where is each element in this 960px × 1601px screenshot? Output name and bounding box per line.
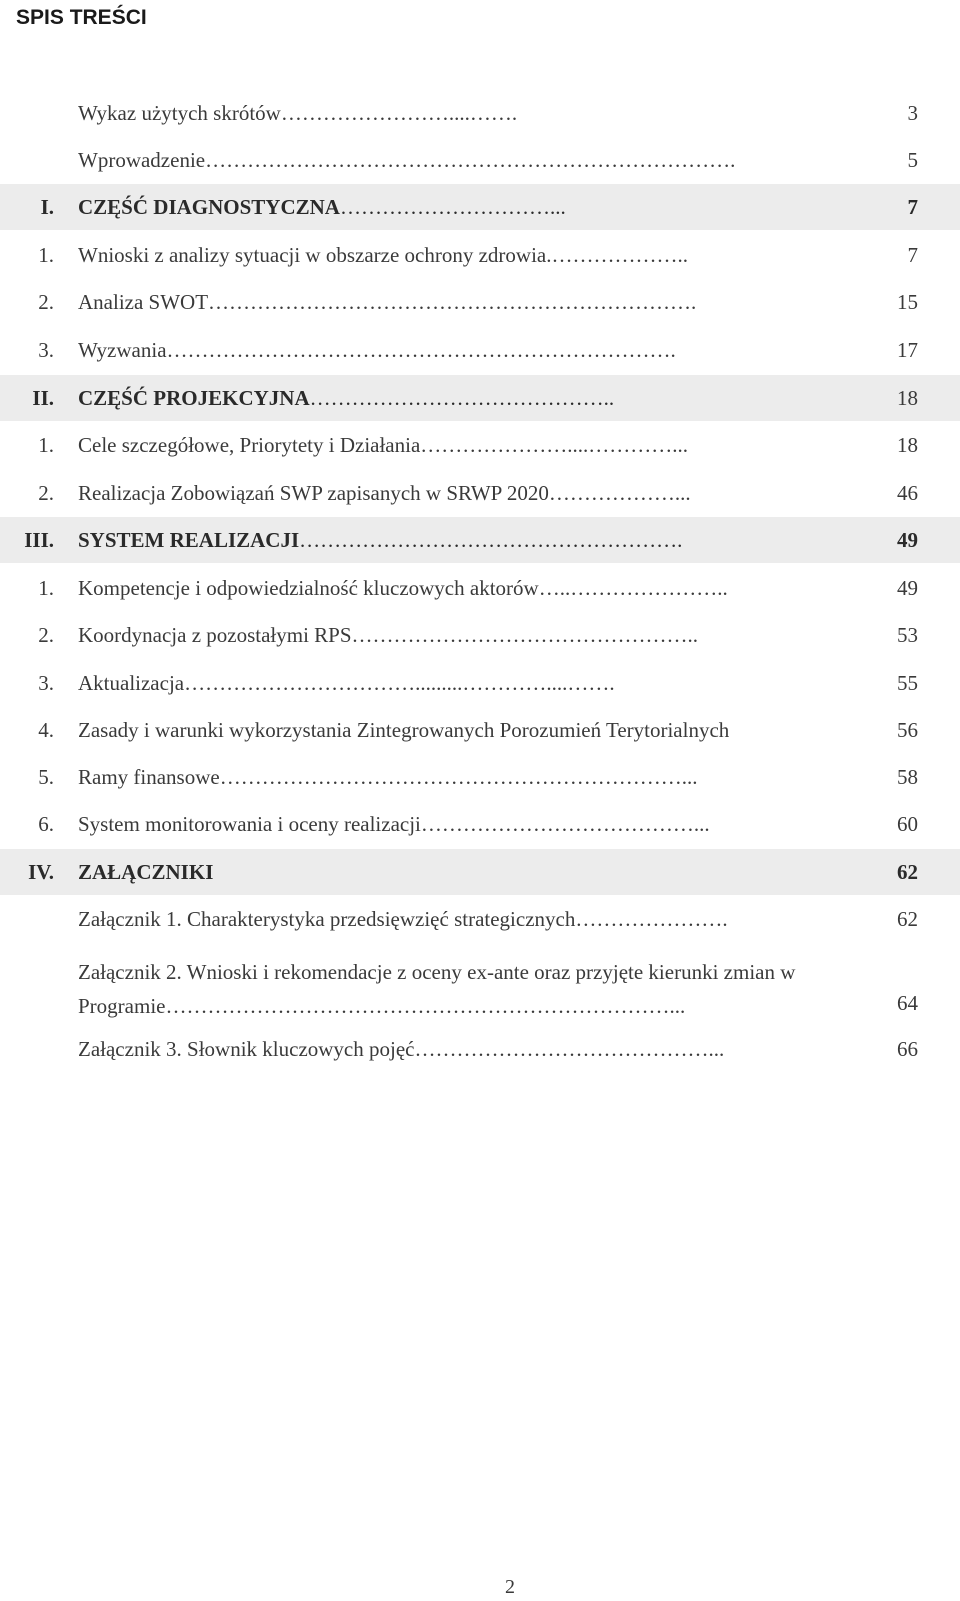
toc-page-number: 15 xyxy=(897,290,918,314)
page-number: 2 xyxy=(505,1576,515,1598)
toc-section[interactable] xyxy=(0,184,960,230)
toc-number: 5. xyxy=(38,765,54,789)
toc-title: Aktualizacja…………………………….........…………....……. xyxy=(78,671,615,695)
toc-entry[interactable] xyxy=(0,946,960,1026)
toc-title: CZĘŚĆ PROJEKCYJNA…………………………………….. xyxy=(78,386,615,410)
toc-number: 1. xyxy=(38,243,54,267)
toc-entry[interactable] xyxy=(0,801,960,847)
toc-page-number: 18 xyxy=(897,433,918,457)
toc-page-number: 56 xyxy=(897,718,918,742)
toc-section[interactable] xyxy=(0,849,960,895)
toc-entry[interactable] xyxy=(0,470,960,516)
toc-title: Koordynacja z pozostałymi RPS………………………………………….. xyxy=(78,623,699,647)
toc-number: 2. xyxy=(38,481,54,505)
toc-page-number: 60 xyxy=(897,812,918,836)
toc-title: System monitorowania i oceny realizacji…………………………………... xyxy=(78,812,710,836)
toc-page-number: 53 xyxy=(897,623,918,647)
toc-title: Wykaz użytych skrótów……………………....……. xyxy=(78,101,518,125)
toc-page-number: 55 xyxy=(897,671,918,695)
toc-number: 2. xyxy=(38,290,54,314)
toc-entry[interactable] xyxy=(0,279,960,325)
toc-page-number: 7 xyxy=(907,195,918,219)
toc-page-number: 18 xyxy=(897,386,918,410)
toc-title: ZAŁĄCZNIKI xyxy=(78,860,214,884)
toc-page-number: 7 xyxy=(907,243,918,267)
toc-entry[interactable] xyxy=(0,137,960,183)
toc-number: 1. xyxy=(38,576,54,600)
toc-page-number: 66 xyxy=(897,1037,918,1061)
toc-number: 1. xyxy=(38,433,54,457)
toc-title: SYSTEM REALIZACJI………………………………………………. xyxy=(78,528,683,552)
toc-title: Wyzwania………………………………………………………………. xyxy=(78,338,676,362)
toc-title: Ramy finansowe…………………………………………………………... xyxy=(78,765,698,789)
toc-page-number: 58 xyxy=(897,765,918,789)
toc-title: CZĘŚĆ DIAGNOSTYCZNA…………………………... xyxy=(78,195,566,219)
toc-entry[interactable] xyxy=(0,754,960,800)
toc-number: 6. xyxy=(38,812,54,836)
toc-entry[interactable] xyxy=(0,1026,960,1072)
toc-title: Cele szczegółowe, Priorytety i Działania…………………....…………... xyxy=(78,433,689,457)
toc-title: Załącznik 1. Charakterystyka przedsięwzięć strategicznych…………………. xyxy=(78,907,728,931)
toc-entry[interactable] xyxy=(0,232,960,278)
toc-section[interactable] xyxy=(0,375,960,421)
toc-section[interactable] xyxy=(0,517,960,563)
toc-page-number: 49 xyxy=(897,528,918,552)
toc-page-number: 49 xyxy=(897,576,918,600)
page-title: SPIS TREŚCI xyxy=(16,6,147,29)
toc-title: Realizacja Zobowiązań SWP zapisanych w SRWP 2020………………... xyxy=(78,481,691,505)
toc-page-number: 62 xyxy=(897,907,918,931)
toc-title: Kompetencje i odpowiedzialność kluczowych aktorów…..………………….. xyxy=(78,576,728,600)
toc-entry[interactable] xyxy=(0,896,960,942)
toc-entry[interactable] xyxy=(0,707,960,753)
toc-number: IV. xyxy=(28,860,54,884)
toc-number: III. xyxy=(24,528,54,552)
toc-page-number: 46 xyxy=(897,481,918,505)
toc-title: Załącznik 3. Słownik kluczowych pojęć……………………………………... xyxy=(78,1037,725,1061)
toc-title: Analiza SWOT……………………………………………………………. xyxy=(78,290,697,314)
toc-entry[interactable] xyxy=(0,90,960,136)
toc-entry[interactable] xyxy=(0,565,960,611)
toc-number: II. xyxy=(32,386,54,410)
toc-entry[interactable] xyxy=(0,660,960,706)
toc-number: 2. xyxy=(38,623,54,647)
toc-number: I. xyxy=(40,195,54,219)
toc-title: Wnioski z analizy sytuacji w obszarze ochrony zdrowia.……………….. xyxy=(78,243,688,267)
toc-page-number: 17 xyxy=(897,338,918,362)
toc-title: Załącznik 2. Wnioski i rekomendacje z oceny ex-ante oraz przyjęte kierunki zmian w Programie………………………………………………………………... xyxy=(78,960,796,1018)
toc-title: Zasady i warunki wykorzystania Zintegrowanych Porozumień Terytorialnych xyxy=(78,718,730,742)
toc-entry[interactable] xyxy=(0,422,960,468)
toc-page-number: 64 xyxy=(897,991,918,1015)
toc-page-number: 5 xyxy=(907,148,918,172)
toc-entry[interactable] xyxy=(0,327,960,373)
toc-page-number: 62 xyxy=(897,860,918,884)
toc-title: Wprowadzenie…………………………………………………………………. xyxy=(78,148,736,172)
toc-number: 3. xyxy=(38,671,54,695)
toc-number: 4. xyxy=(38,718,54,742)
toc-entry[interactable] xyxy=(0,612,960,658)
toc-page-number: 3 xyxy=(907,101,918,125)
toc-number: 3. xyxy=(38,338,54,362)
